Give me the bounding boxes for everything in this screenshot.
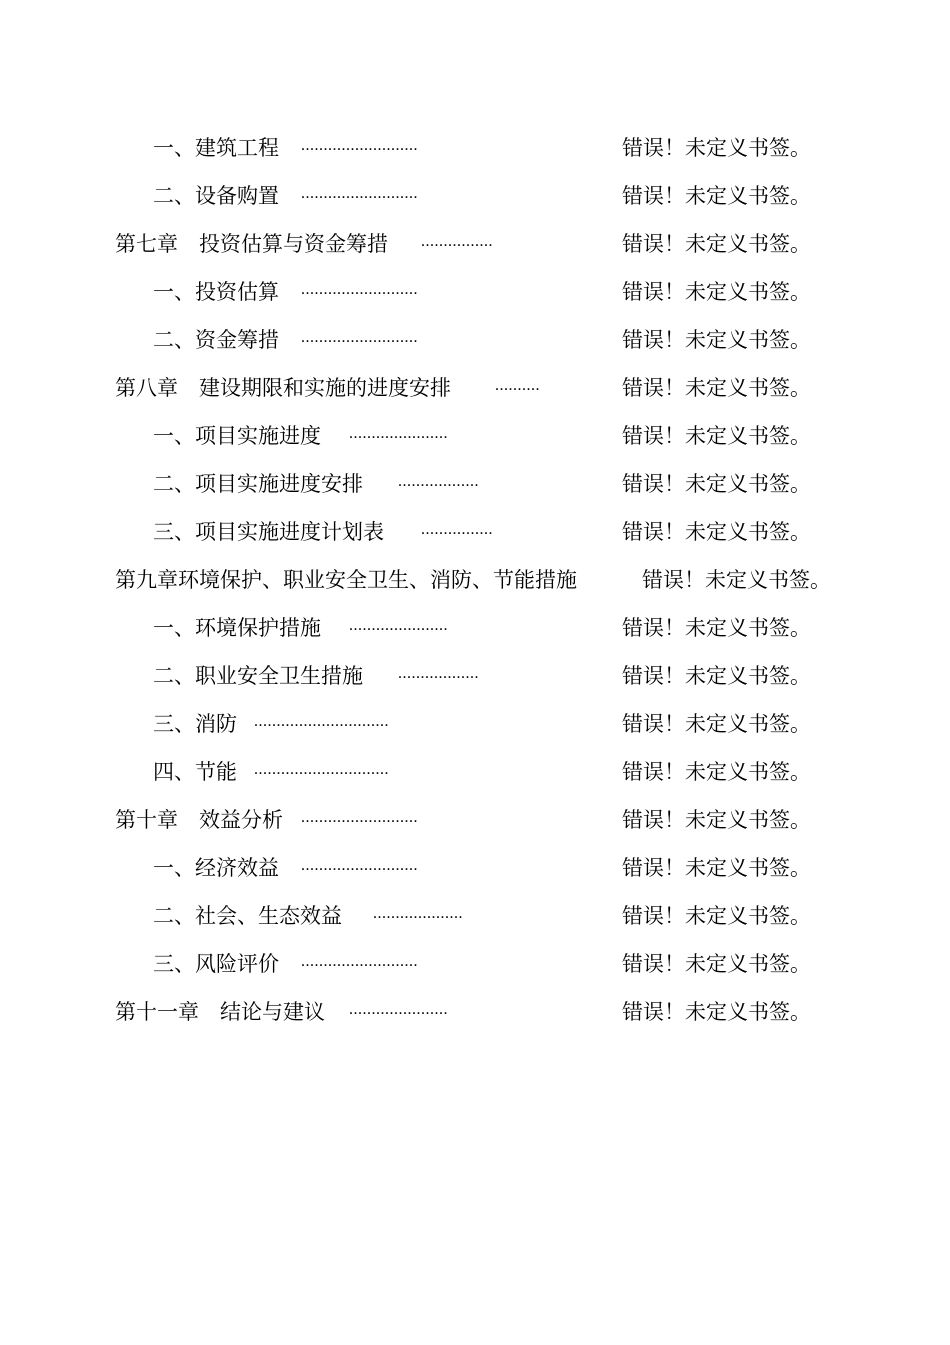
toc-chapter-entry[interactable] — [0, 556, 950, 604]
toc-entry-title: 二、项目实施进度安排 — [153, 472, 363, 496]
toc-page-ref: 错误！未定义书签。 — [622, 664, 811, 688]
toc-dot-leader: .................... — [373, 905, 463, 922]
toc-entry-title: 一、建筑工程 — [153, 136, 279, 160]
toc-entry-title: 一、环境保护措施 — [153, 616, 321, 640]
toc-page-ref: 错误！未定义书签。 — [622, 328, 811, 352]
toc-entry-title: 三、消防 — [153, 712, 237, 736]
toc-entry[interactable] — [0, 892, 950, 940]
toc-page-ref: 错误！未定义书签。 — [622, 904, 811, 928]
toc-page-ref: 错误！未定义书签。 — [622, 424, 811, 448]
toc-entry-title: 二、社会、生态效益 — [153, 904, 342, 928]
toc-entry-title: 第八章 建设期限和实施的进度安排 — [115, 376, 451, 400]
toc-entry[interactable] — [0, 124, 950, 172]
toc-dot-leader: ................ — [421, 521, 493, 538]
toc-page-ref: 错误！未定义书签。 — [622, 856, 811, 880]
toc-entry[interactable] — [0, 172, 950, 220]
toc-dot-leader: ................ — [421, 233, 493, 250]
toc-entry-title: 第十章 效益分析 — [115, 808, 283, 832]
toc-page-ref: 错误！未定义书签。 — [622, 952, 811, 976]
toc-page-ref: 错误！未定义书签。 — [622, 136, 811, 160]
toc-dot-leader: .......................... — [301, 185, 418, 202]
toc-entry-title: 四、节能 — [153, 760, 237, 784]
toc-dot-leader: .................. — [398, 665, 479, 682]
toc-page-ref: 错误！未定义书签。 — [622, 232, 811, 256]
toc-dot-leader: ...................... — [349, 425, 448, 442]
toc-entry-title: 二、资金筹措 — [153, 328, 279, 352]
toc-entry-title: 一、投资估算 — [153, 280, 279, 304]
toc-chapter-entry[interactable] — [0, 988, 950, 1036]
toc-entry-title: 三、风险评价 — [153, 952, 279, 976]
toc-dot-leader: .................. — [398, 473, 479, 490]
toc-entry[interactable] — [0, 844, 950, 892]
toc-entry-title: 一、项目实施进度 — [153, 424, 321, 448]
toc-entry-title: 第十一章 结论与建议 — [115, 1000, 325, 1024]
toc-page-ref: 错误！未定义书签。 — [622, 376, 811, 400]
toc-dot-leader: .............................. — [254, 761, 389, 778]
toc-chapter-entry[interactable] — [0, 220, 950, 268]
toc-entry[interactable] — [0, 748, 950, 796]
toc-entry-title: 三、项目实施进度计划表 — [153, 520, 384, 544]
toc-entry-title: 第九章环境保护、职业安全卫生、消防、节能措施 — [115, 568, 577, 592]
toc-entry[interactable] — [0, 460, 950, 508]
toc-page-ref: 错误！未定义书签。 — [642, 568, 831, 592]
toc-dot-leader: .......................... — [301, 953, 418, 970]
toc-chapter-entry[interactable] — [0, 364, 950, 412]
toc-entry[interactable] — [0, 604, 950, 652]
toc-entry[interactable] — [0, 940, 950, 988]
toc-page-ref: 错误！未定义书签。 — [622, 184, 811, 208]
toc-entry-title: 二、设备购置 — [153, 184, 279, 208]
toc-entry[interactable] — [0, 268, 950, 316]
toc-dot-leader: .......................... — [301, 137, 418, 154]
toc-entry[interactable] — [0, 412, 950, 460]
toc-chapter-entry[interactable] — [0, 796, 950, 844]
toc-dot-leader: .......... — [495, 377, 540, 394]
toc-entry-title: 一、经济效益 — [153, 856, 279, 880]
toc-dot-leader: .............................. — [254, 713, 389, 730]
toc-page-ref: 错误！未定义书签。 — [622, 472, 811, 496]
toc-page-ref: 错误！未定义书签。 — [622, 712, 811, 736]
toc-entry[interactable] — [0, 700, 950, 748]
table-of-contents — [0, 124, 950, 1036]
toc-page-ref: 错误！未定义书签。 — [622, 1000, 811, 1024]
toc-dot-leader: ...................... — [349, 1001, 448, 1018]
toc-entry[interactable] — [0, 316, 950, 364]
toc-page-ref: 错误！未定义书签。 — [622, 760, 811, 784]
toc-dot-leader: .......................... — [301, 809, 418, 826]
toc-dot-leader: .......................... — [301, 857, 418, 874]
toc-entry[interactable] — [0, 652, 950, 700]
toc-entry[interactable] — [0, 508, 950, 556]
toc-page-ref: 错误！未定义书签。 — [622, 280, 811, 304]
toc-page-ref: 错误！未定义书签。 — [622, 808, 811, 832]
toc-dot-leader: ...................... — [349, 617, 448, 634]
toc-page-ref: 错误！未定义书签。 — [622, 616, 811, 640]
toc-page-ref: 错误！未定义书签。 — [622, 520, 811, 544]
toc-entry-title: 二、职业安全卫生措施 — [153, 664, 363, 688]
toc-dot-leader: .......................... — [301, 329, 418, 346]
toc-entry-title: 第七章 投资估算与资金筹措 — [115, 232, 388, 256]
toc-dot-leader: .......................... — [301, 281, 418, 298]
